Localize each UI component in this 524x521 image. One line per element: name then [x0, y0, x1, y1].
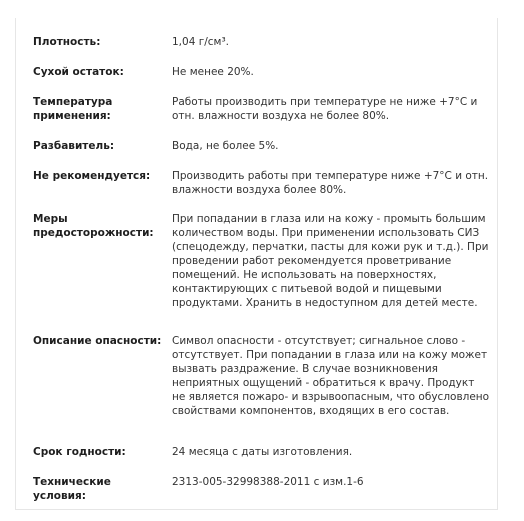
spec-value: Не менее 20%.	[172, 66, 254, 78]
spec-value: 2313-005-32998388-2011 с изм.1-6	[172, 476, 364, 488]
spec-value: Символ опасности - отсутствует; сигнальное слово - отсутствует. При попадании в глаза или на кожу может вызвать раздражение. В случае возникновения неприятных ощущений - обратиться к врачу. Продукт не является пожаро- и взрывоопасным, что обусловлено свойствами компонентов, входящих в его состав.	[172, 335, 490, 417]
spec-label: Плотность:	[33, 36, 101, 48]
spec-label: Не рекомендуется:	[33, 170, 151, 182]
spec-label: Описание опасности:	[33, 335, 162, 347]
spec-value: Вода, не более 5%.	[172, 140, 279, 152]
spec-value: 1,04 г/см³.	[172, 36, 230, 48]
spec-label: Разбавитель:	[33, 140, 115, 152]
spec-value: При попадании в глаза или на кожу - промыть большим количеством воды. При применении использовать СИЗ (спецодежду, перчатки, пасты для кожи рук и т.д.). При проведении работ рекомендуется проветривание помещений. Не использовать на поверхностях, контактирующих с питьевой водой и пищевыми продуктами. Хранить в недоступном для детей месте.	[172, 213, 489, 309]
spec-label: Температура применения:	[33, 96, 113, 122]
spec-label: Меры предосторожности:	[33, 213, 154, 239]
spec-label: Технические условия:	[33, 476, 111, 502]
spec-value: Производить работы при температуре ниже +7°С и отн. влажности воздуха более 80%.	[172, 170, 489, 196]
spec-value: Работы производить при температуре не ниже +7°С и отн. влажности воздуха не более 80%.	[172, 96, 478, 122]
spec-value: 24 месяца с даты изготовления.	[172, 446, 353, 458]
spec-label: Сухой остаток:	[33, 66, 124, 78]
spec-label: Срок годности:	[33, 446, 126, 458]
bottom-divider	[15, 509, 498, 510]
